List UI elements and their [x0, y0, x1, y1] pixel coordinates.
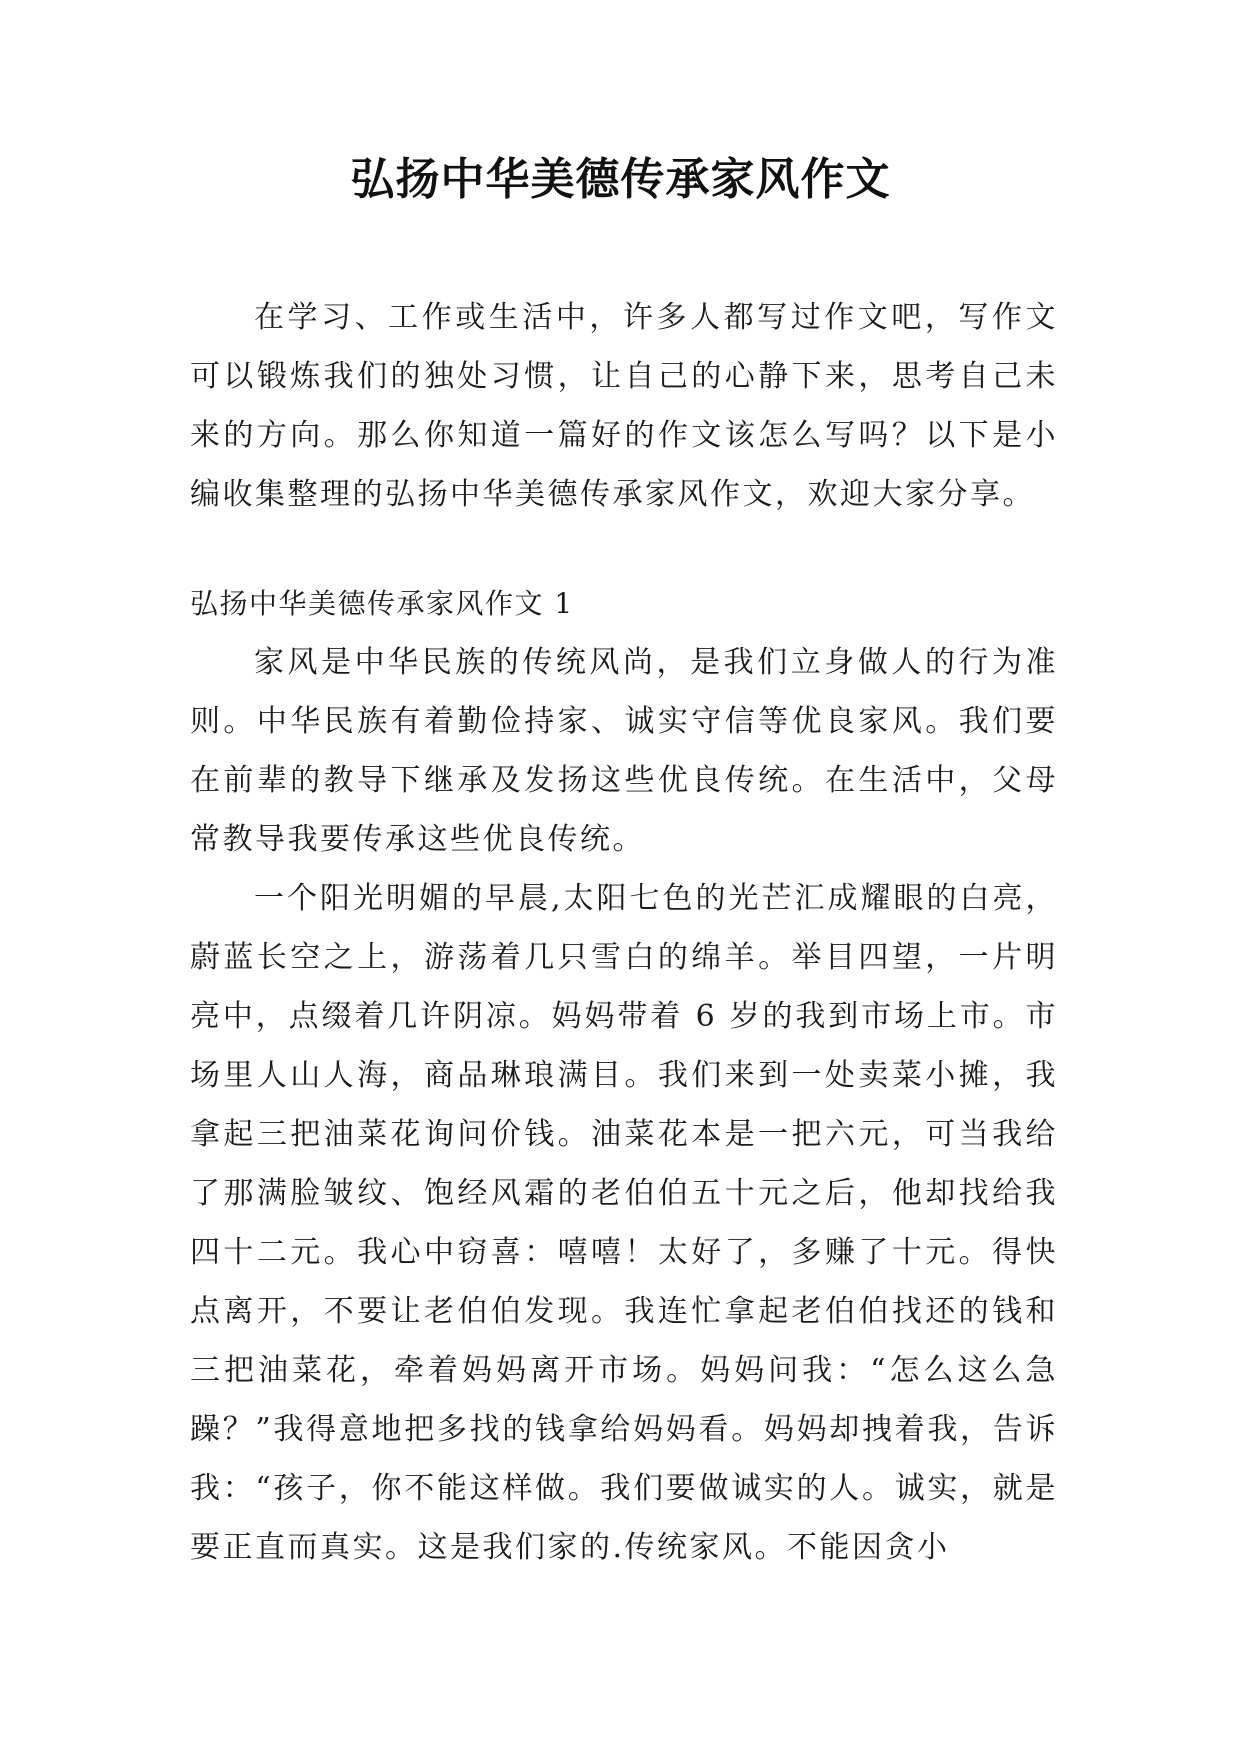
- document-body: [190, 288, 1058, 1577]
- intro-paragraph: 在学习、工作或生活中，许多人都写过作文吧，写作文可以锻炼我们的独处习惯，让自己的心静下来，思考自己未来的方向。那么你知道一篇好的作文该怎么写吗？以下是小编收集整理的弘扬中华美德传承家风作文，欢迎大家分享。: [190, 300, 1058, 512]
- body-paragraph-1: 家风是中华民族的传统风尚，是我们立身做人的行为准则。中华民族有着勤俭持家、诚实守信等优良家风。我们要在前辈的教导下继承及发扬这些优良传统。在生活中，父母常教导我要传承这些优良传统。: [190, 645, 1058, 857]
- body-paragraph-2: 一个阳光明媚的早晨,太阳七色的光芒汇成耀眼的白亮，蔚蓝长空之上，游荡着几只雪白的绵羊。举目四望，一片明亮中，点缀着几许阴凉。妈妈带着 6 岁的我到市场上市。市场里人山人海，商品琳琅满目。我们来到一处卖菜小摊，我拿起三把油菜花询问价钱。油菜花本是一把六元，可当我给了那满脸皱纹、饱经风霜的老伯伯五十元之后，他却找给我四十二元。我心中窃喜：嘻嘻！太好了，多赚了十元。得快点离开，不要让老伯伯发现。我连忙拿起老伯伯找还的钱和三把油菜花，牵着妈妈离开市场。妈妈问我：“怎么这么急躁？”我得意地把多找的钱拿给妈妈看。妈妈却拽着我，告诉我：“孩子，你不能这样做。我们要做诚实的人。诚实，就是要正直而真实。这是我们家的.传统家风。不能因贪小: [190, 881, 1058, 1565]
- document-title: 弘扬中华美德传承家风作文: [350, 154, 891, 205]
- section-heading: 弘扬中华美德传承家风作文 1: [190, 587, 574, 620]
